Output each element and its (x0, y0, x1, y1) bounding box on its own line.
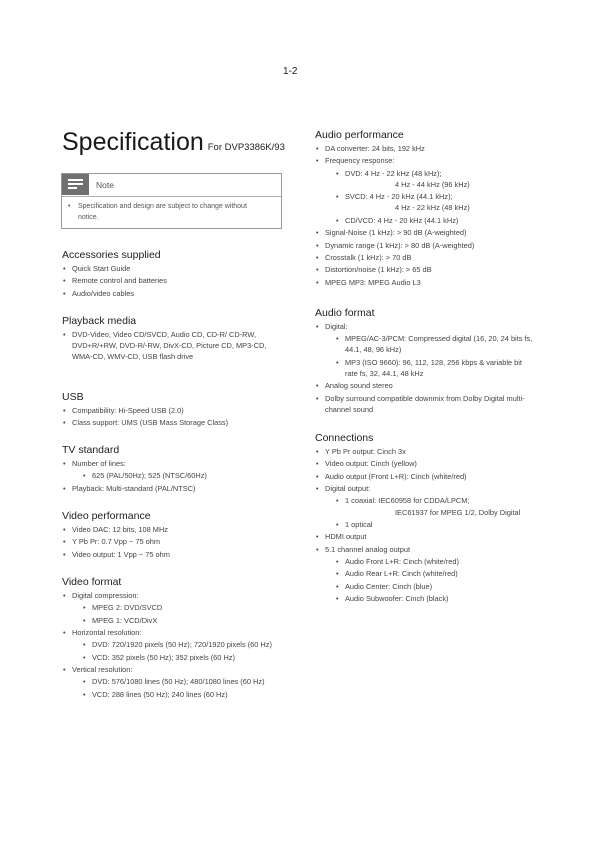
audio-format-section (315, 306, 545, 416)
title-block (62, 128, 285, 157)
accessories-heading: Accessories supplied (62, 249, 161, 261)
list-item: • Remote control and batteries (62, 275, 292, 286)
list-item: • MP3 (ISO 9660): 96, 112, 128, 256 kbps & variable bit rate fs, 32, 44.1, 48 kHz (335, 357, 535, 379)
list-item: • Video output: 1 Vpp ~ 75 ohm (62, 549, 292, 560)
connections-heading: Connections (315, 432, 374, 444)
dvd-freq-1: DVD: 4 Hz - 22 kHz (48 kHz); (345, 168, 442, 178)
tv-lines-label: Number of lines: (72, 459, 126, 468)
list-item: • CD/VCD: 4 Hz - 20 kHz (44.1 kHz) (335, 215, 545, 226)
list-item: • HDMI output (315, 531, 545, 542)
list-item: • Analog sound stereo (315, 380, 545, 391)
tv-standard-section (62, 443, 292, 495)
page-title: Specification (62, 128, 204, 156)
list-item: • MPEG 1: VCD/DivX (82, 615, 292, 626)
video-performance-section (62, 509, 292, 561)
list-item (315, 155, 545, 226)
list-item (335, 191, 545, 213)
note-body: • Specification and design are subject to change without notice. (68, 202, 268, 223)
list-item (315, 321, 545, 379)
list-item (335, 168, 545, 190)
list-item (315, 544, 545, 605)
vertical-label: Vertical resolution: (72, 664, 133, 674)
coaxial-2: IEC61937 for MPEG 1/2, Dolby Digital (395, 507, 521, 517)
playback-heading: Playback media (62, 315, 137, 327)
note-box (61, 173, 282, 229)
list-item: • Video DAC: 12 bits, 108 MHz (62, 524, 292, 535)
tv-standard-heading: TV standard (62, 444, 120, 456)
playback-section (62, 314, 292, 364)
list-item: • Playback: Multi-standard (PAL/NTSC) (62, 483, 292, 494)
list-item: • Audio output (Front L+R): Cinch (white/red) (315, 471, 545, 482)
list-item: • Dolby surround compatible downmix from Dolby Digital multi-channel sound (315, 393, 530, 415)
list-item: • Quick Start Guide (62, 263, 292, 274)
list-item: • Audio/video cables (62, 288, 292, 299)
dvd-freq-2: 4 Hz - 44 kHz (96 kHz) (395, 179, 470, 189)
list-item: • Audio Front L+R: Cinch (white/red) (335, 556, 545, 567)
list-item (335, 495, 545, 517)
frequency-label: Frequency response: (325, 156, 395, 166)
audio-performance-heading: Audio performance (315, 129, 404, 141)
list-item: • Audio Rear L+R: Cinch (white/red) (335, 568, 545, 579)
model-subtitle: For DVP3386K/93 (207, 142, 285, 153)
digital-output-label: Digital output: (325, 484, 371, 494)
compression-label: Digital compression: (72, 591, 139, 600)
list-item: • MPEG MP3: MPEG Audio L3 (315, 277, 545, 288)
list-item (62, 627, 292, 663)
digital-label: Digital: (325, 322, 348, 331)
list-item: • Video output: Cinch (yellow) (315, 458, 545, 469)
page-number: 1-2 (283, 66, 298, 77)
note-header (62, 174, 281, 196)
horizontal-label: Horizontal resolution: (72, 627, 142, 637)
coaxial-1: 1 coaxial: IEC60958 for CDDA/LPCM; (345, 496, 470, 506)
list-item: • Audio Center: Cinch (blue) (335, 581, 545, 592)
list-item: • Crosstalk (1 kHz): > 70 dB (315, 252, 545, 263)
list-item: • VCD: 352 pixels (50 Hz); 352 pixels (60 Hz) (82, 652, 292, 663)
list-item: • Y Pb Pr output: Cinch 3x (315, 446, 545, 457)
list-item: • Compatibility: Hi-Speed USB (2.0) (62, 405, 292, 416)
list-item: • DVD: 720/1920 pixels (50 Hz); 720/1920 pixels (60 Hz) (82, 639, 282, 650)
list-item: • VCD: 288 lines (50 Hz); 240 lines (60 Hz) (82, 689, 292, 700)
note-divider (62, 196, 281, 197)
connections-section (315, 431, 545, 606)
analog-output-label: 5.1 channel analog output (325, 544, 411, 554)
note-label: Note (96, 180, 114, 190)
list-item (62, 664, 292, 700)
list-item: • DVD: 576/1080 lines (50 Hz); 480/1080 lines (60 Hz) (82, 676, 282, 687)
audio-format-heading: Audio format (315, 307, 375, 319)
list-item: • 1 optical (335, 519, 545, 530)
list-item (62, 590, 292, 626)
list-item (62, 458, 292, 481)
video-format-section (62, 575, 292, 701)
list-item: • Audio Subwoofer: Cinch (black) (335, 593, 545, 604)
list-item: • Dynamic range (1 kHz): > 80 dB (A-weighted) (315, 240, 545, 251)
video-performance-heading: Video performance (62, 510, 151, 522)
list-item (315, 483, 545, 530)
list-item: • Class support: UMS (USB Mass Storage Class) (62, 417, 292, 428)
svcd-freq-1: SVCD: 4 Hz - 20 kHz (44.1 kHz); (345, 192, 453, 202)
list-item: • DA converter: 24 bits, 192 kHz (315, 143, 545, 154)
list-item: • Signal-Noise (1 kHz): > 90 dB (A-weighted) (315, 227, 545, 238)
audio-performance-section (315, 128, 545, 289)
accessories-section (62, 248, 292, 300)
video-format-heading: Video format (62, 576, 122, 588)
list-item: • Distortion/noise (1 kHz): > 65 dB (315, 264, 545, 275)
list-item: • 625 (PAL/50Hz); 525 (NTSC/60Hz) (82, 470, 292, 481)
note-lines-icon (62, 174, 89, 195)
list-item: • MPEG 2: DVD/SVCD (82, 602, 292, 613)
list-item: • DVD-Video, Video CD/SVCD, Audio CD, CD-R/ CD-RW, DVD+R/+RW, DVD-R/-RW, DivX-CD, Picture CD, MP3-CD, WMA-CD, WMV-CD, USB flash drive (62, 329, 272, 363)
usb-section (62, 390, 292, 430)
usb-heading: USB (62, 391, 84, 403)
list-item: • Y Pb Pr: 0.7 Vpp ~ 75 ohm (62, 536, 292, 547)
list-item: • MPEG/AC-3/PCM: Compressed digital (16, 20, 24 bits fs, 44.1, 48, 96 kHz) (335, 333, 535, 355)
svcd-freq-2: 4 Hz - 22 kHz (48 kHz) (395, 203, 470, 213)
note-text: Specification and design are subject to change without notice. (78, 203, 247, 221)
